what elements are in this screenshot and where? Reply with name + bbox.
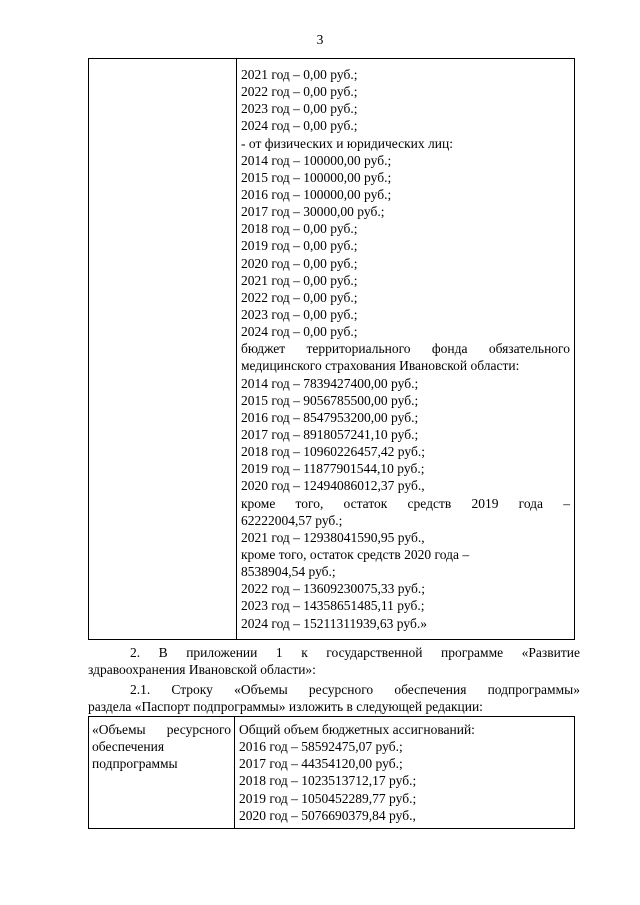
funding-line: 2016 год – 8547953200,00 руб.;	[241, 409, 419, 425]
word: 1	[275, 645, 283, 660]
funding-line: 62222004,57 руб.;	[241, 512, 343, 528]
word: кроме	[241, 495, 276, 511]
word: «Объемы	[92, 722, 146, 737]
word: 2.1.	[130, 682, 151, 697]
word: фонда	[431, 341, 468, 357]
word: –	[563, 495, 570, 511]
row-title-line-1	[92, 721, 231, 738]
word: территориального	[306, 341, 411, 357]
funding-line: 2023 год – 0,00 руб.;	[241, 306, 358, 322]
word: средств	[407, 495, 452, 511]
territorial-fund-line-2: медицинского страхования Ивановской области:	[241, 358, 520, 374]
fund-years-list-2	[241, 512, 570, 632]
funding-line: 2017 год – 30000,00 руб.;	[241, 204, 385, 220]
funding-line: кроме того, остаток средств 2020 года –	[241, 546, 470, 562]
resources-table-continued	[88, 58, 575, 640]
paragraph-2-1-line-2: раздела «Паспорт подпрограммы» изложить в следующей редакции:	[88, 699, 483, 714]
word: того,	[295, 495, 324, 511]
table-right-cell	[237, 59, 574, 639]
word: года	[518, 495, 544, 511]
funding-line: 2019 год – 0,00 руб.;	[241, 238, 358, 254]
word: программе	[441, 645, 504, 660]
word: к	[301, 645, 308, 660]
paragraph-2-line-2: здравоохранения Ивановской области»:	[88, 662, 316, 677]
paragraph-2-line-1	[88, 644, 580, 661]
subprogram-resources-table	[88, 716, 575, 829]
page-number: 3	[316, 32, 324, 47]
territorial-fund-line	[241, 340, 570, 357]
allocation-line: 2017 год – 44354120,00 руб.;	[239, 756, 403, 772]
funding-line: 2024 год – 0,00 руб.;	[241, 118, 358, 134]
funding-line: 2015 год – 100000,00 руб.;	[241, 169, 392, 185]
paragraph-2-1	[88, 681, 580, 715]
allocation-line: 2018 год – 1023513712,17 руб.;	[239, 773, 417, 789]
funding-lines-list	[241, 66, 570, 340]
funding-line: 2021 год – 0,00 руб.;	[241, 272, 358, 288]
funding-line: 2023 год – 0,00 руб.;	[241, 101, 358, 117]
funding-line: - от физических и юридических лиц:	[241, 135, 453, 151]
funding-line: 2019 год – 11877901544,10 руб.;	[241, 461, 425, 477]
remainder-2019-line	[241, 495, 570, 512]
word: обязательного	[488, 341, 570, 357]
allocation-line: Общий объем бюджетных ассигнований:	[239, 722, 475, 737]
funding-line: 8538904,54 руб.;	[241, 564, 336, 580]
funding-line: 2016 год – 100000,00 руб.;	[241, 186, 392, 202]
row-title-line-3: подпрограммы	[92, 756, 178, 772]
word: 2.	[130, 645, 141, 660]
allocations-list	[239, 721, 570, 824]
table-left-cell	[89, 59, 237, 639]
funding-line: 2022 год – 13609230075,33 руб.;	[241, 581, 425, 597]
funding-line: 2023 год – 14358651485,11 руб.;	[241, 598, 425, 614]
word: обеспечения	[394, 682, 467, 697]
funding-line: 2018 год – 10960226457,42 руб.;	[241, 444, 425, 460]
word: государственной	[326, 645, 423, 660]
table2-right-cell	[235, 717, 574, 828]
word: «Объемы	[234, 682, 288, 697]
funding-line: 2017 год – 8918057241,10 руб.;	[241, 426, 419, 442]
word: бюджет	[241, 341, 286, 357]
word: ресурсного	[308, 682, 374, 697]
word: остаток	[343, 495, 388, 511]
allocation-line: 2019 год – 1050452289,77 руб.;	[239, 790, 417, 806]
word: «Развитие	[521, 645, 580, 660]
funding-line: 2022 год – 0,00 руб.;	[241, 84, 358, 100]
funding-line: 2024 год – 0,00 руб.;	[241, 324, 358, 340]
word: ресурсного	[166, 722, 231, 737]
funding-line: 2014 год – 100000,00 руб.;	[241, 152, 392, 168]
word: приложении	[186, 645, 258, 660]
funding-line: 2024 год – 15211311939,63 руб.»	[241, 615, 427, 631]
funding-line: 2020 год – 12494086012,37 руб.,	[241, 478, 425, 494]
funding-line: 2020 год – 0,00 руб.;	[241, 255, 358, 271]
funding-line: 2014 год – 7839427400,00 руб.;	[241, 375, 419, 391]
funding-line: 2022 год – 0,00 руб.;	[241, 289, 358, 305]
allocation-line: 2016 год – 58592475,07 руб.;	[239, 739, 403, 755]
allocation-line: 2020 год – 5076690379,84 руб.,	[239, 807, 416, 823]
funding-line: 2018 год – 0,00 руб.;	[241, 221, 358, 237]
word: В	[158, 645, 168, 660]
table2-left-cell	[89, 717, 235, 828]
fund-years-list	[241, 375, 570, 495]
paragraph-2-1-line-1	[88, 681, 580, 698]
word: Строку	[171, 682, 213, 697]
funding-line: 2021 год – 12938041590,95 руб.,	[241, 529, 425, 545]
paragraph-2	[88, 644, 580, 678]
funding-line: 2015 год – 9056785500,00 руб.;	[241, 392, 419, 408]
word: 2019	[471, 495, 499, 511]
row-title-line-2: обеспечения	[92, 739, 165, 755]
funding-line: 2021 год – 0,00 руб.;	[241, 67, 358, 82]
word: подпрограммы»	[487, 682, 580, 697]
